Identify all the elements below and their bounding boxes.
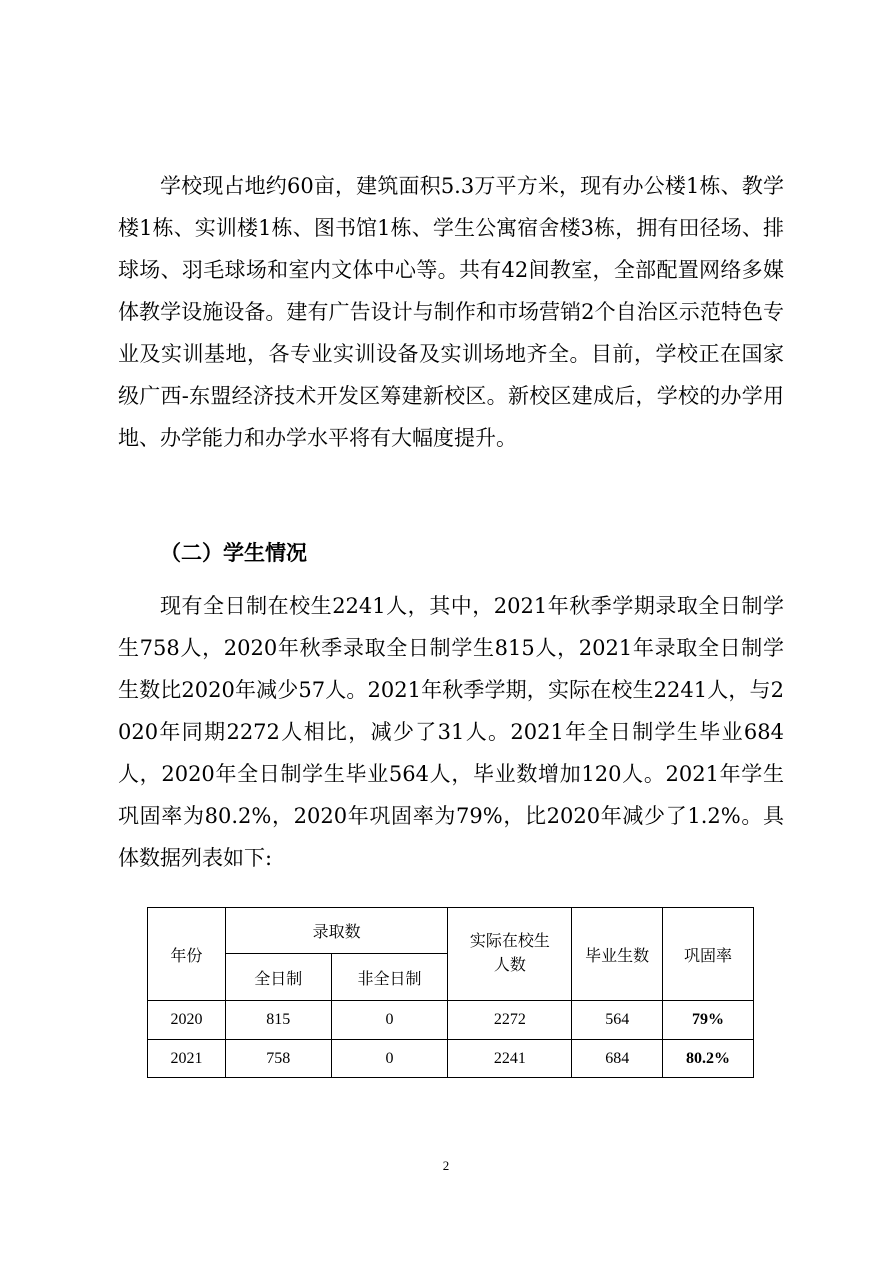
cell-graduates: 684 <box>572 1040 663 1078</box>
table-row <box>148 1040 754 1078</box>
students-paragraph: 现有全日制在校生2241人，其中，2021年秋季学期录取全日制学生758人，2020年秋季录取全日制学生815人，2021年录取全日制学生数比2020年减少57人。2021年秋季学期，实际在校生2241人，与2020年同期2272人相比，减少了31人。2021年全日制学生毕业684人，2020年全日制学生毕业564人，毕业数增加120人。2021年学生巩固率为80.2%，2020年巩固率为79%，比2020年减少了1.2%。具体数据列表如下: <box>118 594 784 870</box>
facilities-paragraph: 学校现占地约60亩，建筑面积5.3万平方米，现有办公楼1栋、教学楼1栋、实训楼1栋、图书馆1栋、学生公寓宿舍楼3栋，拥有田径场、排球场、羽毛球场和室内文体中心等。共有42间教室，全部配置网络多媒体教学设施设备。建有广告设计与制作和市场营销2个自治区示范特色专业及实训基地，各专业实训设备及实训场地齐全。目前，学校正在国家级广西-东盟经济技术开发区筹建新校区。新校区建成后，学校的办学用地、办学能力和办学水平将有大幅度提升。 <box>118 174 784 450</box>
cell-year: 2020 <box>148 1001 226 1040</box>
cell-part-time: 0 <box>331 1040 448 1078</box>
page-number: 2 <box>442 1158 450 1173</box>
table-row <box>148 1001 754 1040</box>
cell-full-time: 815 <box>225 1001 331 1040</box>
header-year: 年份 <box>148 908 226 1001</box>
header-graduates: 毕业生数 <box>572 908 663 1001</box>
cell-year: 2021 <box>148 1040 226 1078</box>
cell-graduates: 564 <box>572 1001 663 1040</box>
cell-actual-students: 2241 <box>448 1040 572 1078</box>
header-full-time: 全日制 <box>225 954 331 1001</box>
header-actual-students: 实际在校生人数 <box>448 908 572 1001</box>
cell-retention: 79% <box>663 1001 754 1040</box>
header-enrollment: 录取数 <box>225 908 448 954</box>
cell-part-time: 0 <box>331 1001 448 1040</box>
student-data-table <box>147 907 754 1078</box>
header-part-time: 非全日制 <box>331 954 448 1001</box>
section-heading: （二）学生情况 <box>160 540 307 565</box>
cell-actual-students: 2272 <box>448 1001 572 1040</box>
header-retention: 巩固率 <box>663 908 754 1001</box>
cell-full-time: 758 <box>225 1040 331 1078</box>
cell-retention: 80.2% <box>663 1040 754 1078</box>
